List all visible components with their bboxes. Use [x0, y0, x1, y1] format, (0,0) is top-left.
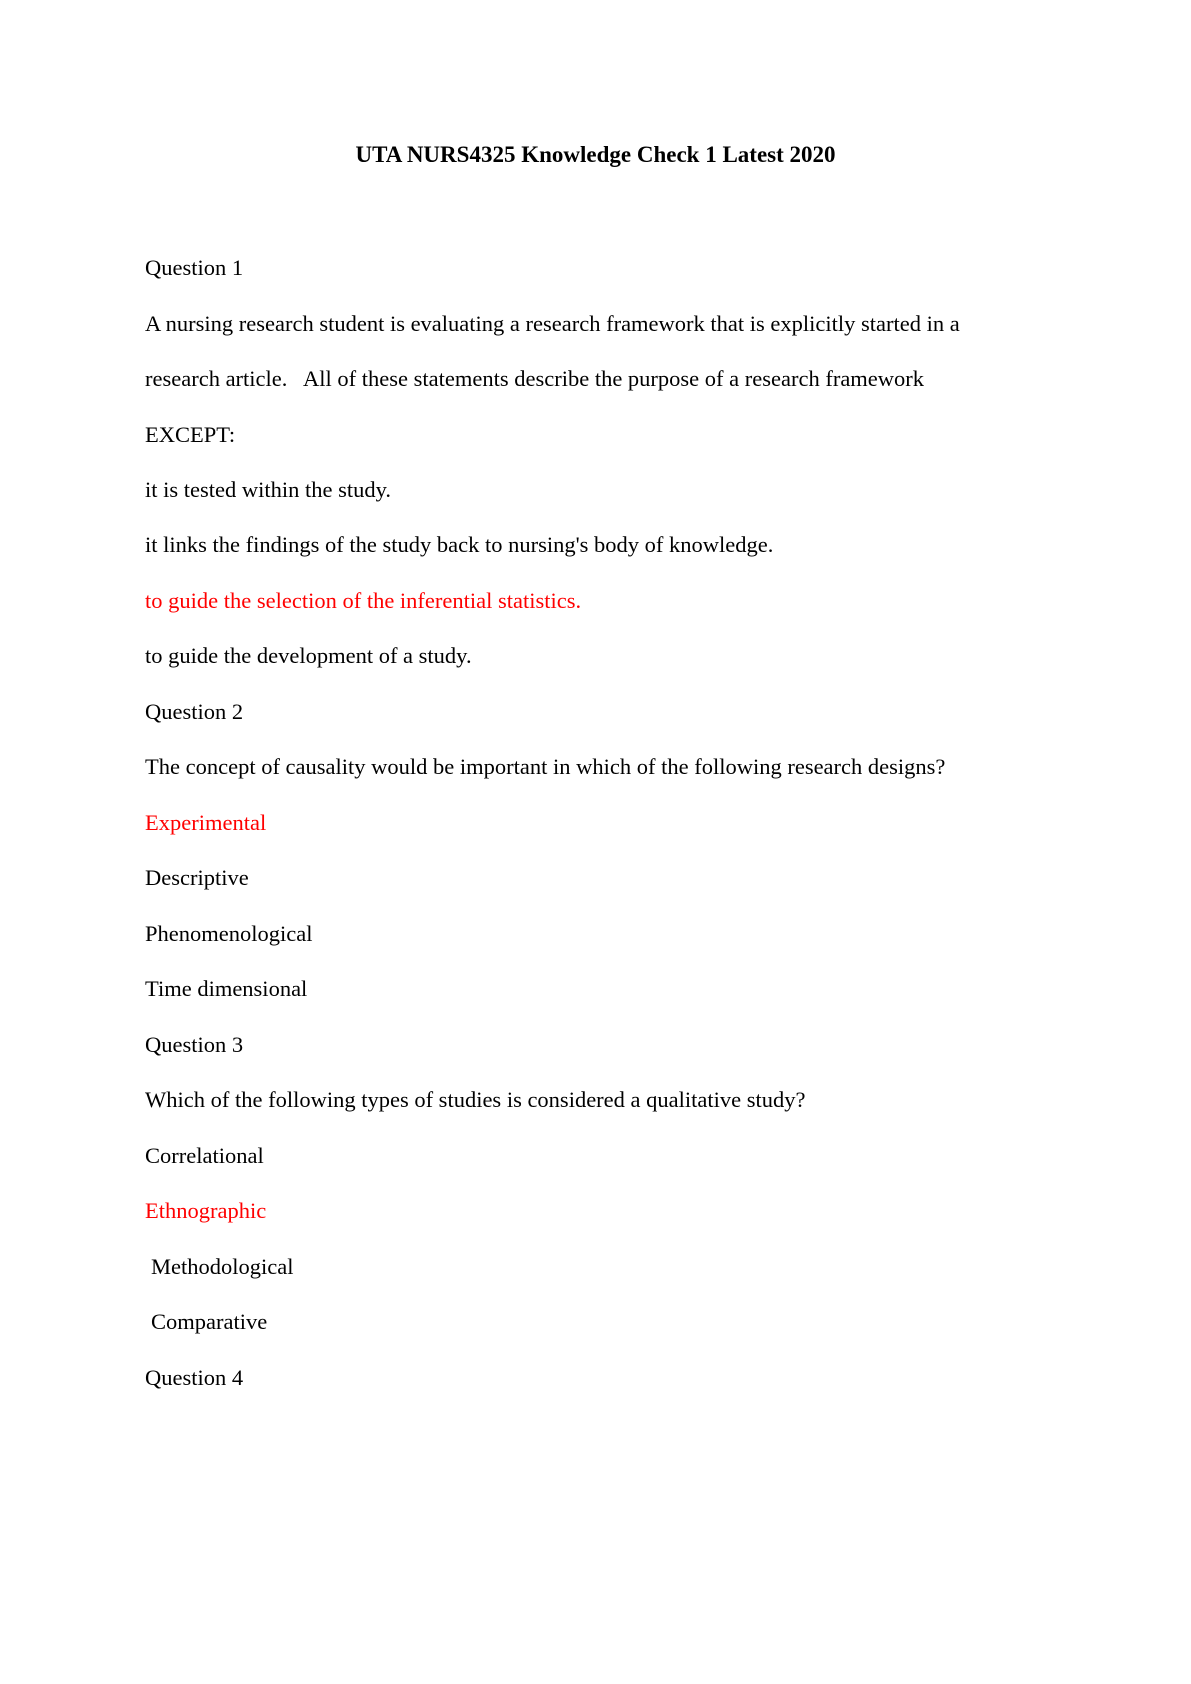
question-1-option-d: to guide the development of a study. [145, 643, 472, 668]
question-3-stem-line-1: Which of the following types of studies is considered a qualitative study? [145, 1087, 806, 1112]
question-2-option-d: Time dimensional [145, 976, 308, 1001]
question-2-label: Question 2 [145, 699, 244, 724]
question-2-stem-line-1: The concept of causality would be important in which of the following research designs? [145, 754, 946, 779]
question-4-label: Question 4 [145, 1365, 244, 1390]
question-2-option-c: Phenomenological [145, 921, 313, 946]
question-2-option-b: Descriptive [145, 865, 249, 890]
question-1-option-b: it links the findings of the study back to nursing's body of knowledge. [145, 532, 774, 557]
question-3-option-a: Correlational [145, 1143, 264, 1168]
question-1-stem-line-1: A nursing research student is evaluating a research framework that is explicitly started in a [145, 311, 960, 336]
question-3-option-b-correct: Ethnographic [145, 1198, 267, 1223]
question-3-option-d: Comparative [151, 1309, 268, 1334]
question-1-stem-line-3: EXCEPT: [145, 422, 236, 447]
question-2-option-a-correct: Experimental [145, 810, 267, 835]
question-3-option-c: Methodological [151, 1254, 294, 1279]
page-title: UTA NURS4325 Knowledge Check 1 Latest 2020 [355, 142, 836, 167]
question-1-stem-line-2: research article. All of these statements describe the purpose of a research framework [145, 366, 925, 391]
question-1-option-a: it is tested within the study. [145, 477, 392, 502]
question-3-label: Question 3 [145, 1032, 244, 1057]
question-1-option-c-correct: to guide the selection of the inferential statistics. [145, 588, 582, 613]
question-1-label: Question 1 [145, 255, 244, 280]
